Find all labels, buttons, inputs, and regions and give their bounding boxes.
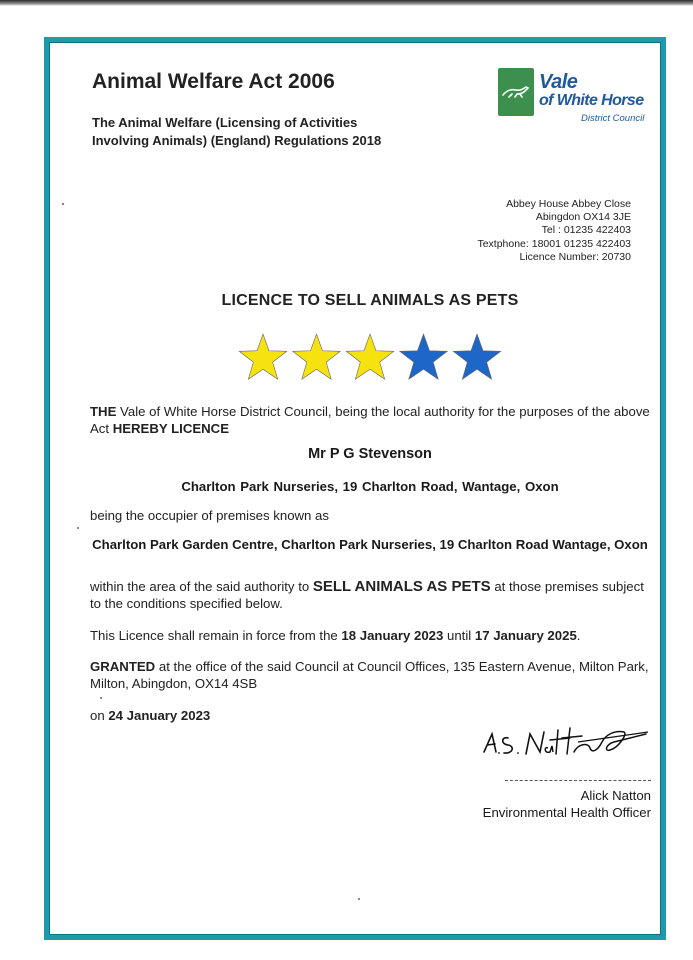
issue-date-pre: on [90, 708, 109, 723]
logo-text-white-horse: of White Horse [539, 92, 644, 109]
validity-post: . [576, 628, 581, 643]
statement-text: Vale of White Horse District Council, being the local authority for the purposes of the above Act [90, 404, 650, 436]
textphone: Textphone: 18001 01235 422403 [477, 237, 631, 250]
scan-speck [358, 898, 360, 900]
star-2-icon [293, 334, 341, 379]
star-5-icon [453, 334, 501, 379]
licensee-name: Mr P G Stevenson [308, 446, 432, 462]
white-horse-logo-icon [498, 68, 534, 116]
licensee-address: Charlton Park Nurseries, 19 Charlton Road, Wantage, Oxon [181, 479, 559, 494]
scan-edge [0, 0, 693, 6]
signatory-title: Environmental Health Officer [482, 805, 651, 820]
star-4-icon [400, 334, 448, 379]
signature [478, 722, 658, 764]
telephone: Tel : 01235 422403 [541, 224, 631, 237]
activity-post: at those premises subject to the conditions specified below. [90, 579, 644, 611]
occupier-statement: being the occupier of premises known as [90, 508, 329, 523]
validity-statement [90, 627, 650, 644]
statement-lead: THE [90, 404, 117, 419]
granted-text: at the office of the said Council at Council Offices, 135 Eastern Avenue, Milton Park, Milton, Abingdon, OX14 4SB [90, 659, 649, 691]
address-line: Abbey House Abbey Close [506, 198, 631, 210]
validity-pre: This Licence shall remain in force from the [90, 628, 342, 643]
start-date: 18 January 2023 [341, 628, 444, 643]
star-rating [236, 332, 506, 384]
granted-statement [90, 658, 650, 692]
granted-lead: GRANTED [90, 659, 156, 674]
end-date: 17 January 2025 [474, 628, 577, 643]
signatory-block [401, 787, 651, 821]
activity-statement [90, 578, 650, 612]
signatory-name: Alick Natton [580, 788, 651, 803]
scan-speck [62, 203, 64, 205]
premises-name: Charlton Park Garden Centre, Charlton Park Nurseries, 19 Charlton Road Wantage, Oxon [92, 537, 648, 552]
logo-text-vale: Vale [539, 71, 578, 93]
scan-speck [77, 527, 79, 529]
licence-title: LICENCE TO SELL ANIMALS AS PETS [221, 292, 519, 309]
scan-speck [100, 697, 102, 699]
signature-line [505, 780, 651, 781]
council-address [381, 198, 631, 264]
regulations-title: The Animal Welfare (Licensing of Activities Involving Animals) (England) Regulations 2018 [92, 115, 382, 148]
star-3-icon [346, 334, 394, 379]
statement-tail: HEREBY LICENCE [112, 421, 229, 436]
act-title: Animal Welfare Act 2006 [92, 70, 335, 93]
council-logo [498, 68, 648, 130]
star-1-icon [239, 334, 287, 379]
licence-number: Licence Number: 20730 [519, 250, 631, 263]
issue-date-line [90, 707, 210, 724]
validity-mid: until [443, 628, 475, 643]
address-line: Abingdon OX14 3JE [535, 211, 631, 224]
logo-text-district-council: District Council [581, 113, 645, 124]
activity-pre: within the area of the said authority to [90, 579, 313, 594]
authority-statement [90, 403, 650, 437]
issue-date: 24 January 2023 [108, 708, 211, 723]
activity-emphasis: SELL ANIMALS AS PETS [312, 578, 491, 595]
